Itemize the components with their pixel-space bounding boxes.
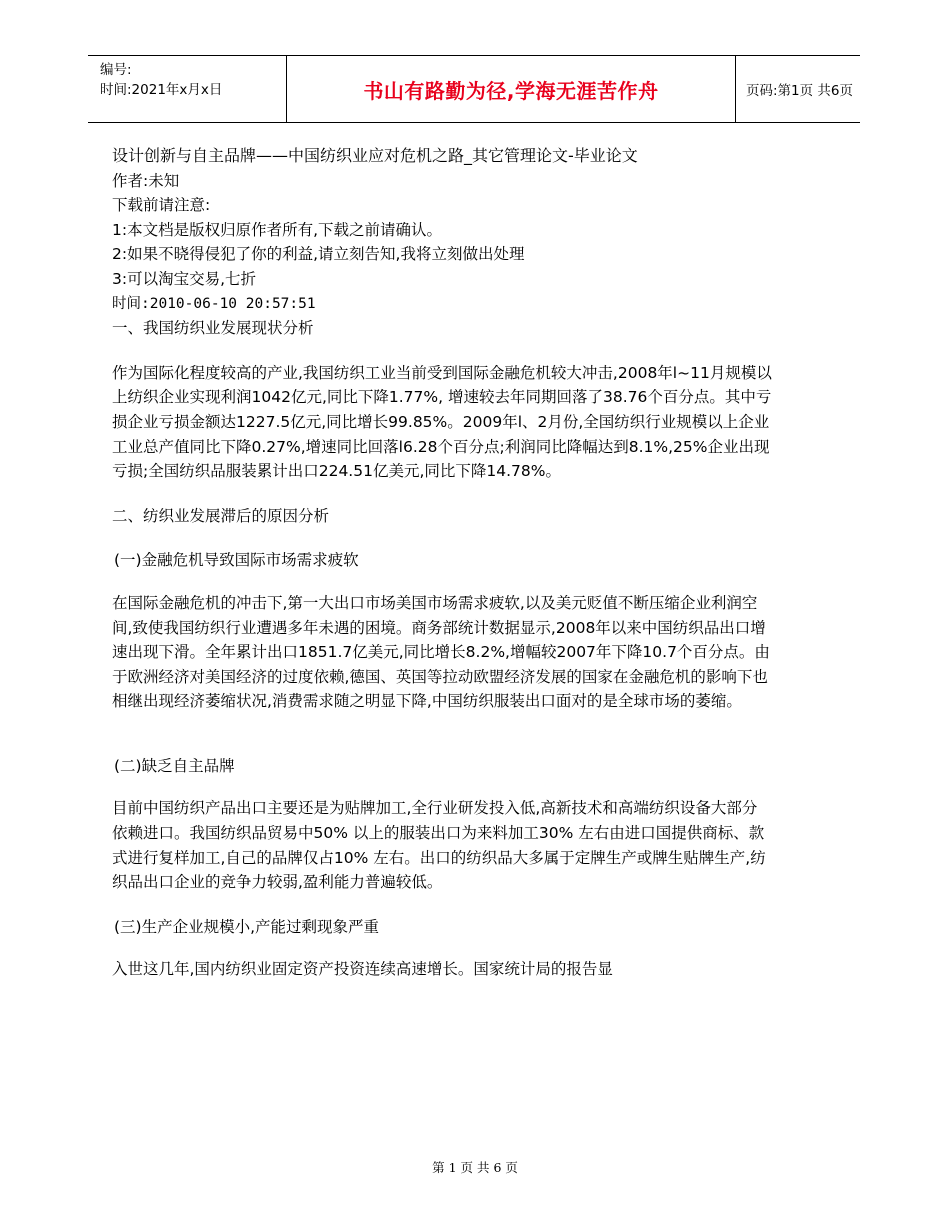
notice-item: 3:可以淘宝交易,七折 bbox=[112, 269, 257, 288]
document-body bbox=[112, 144, 772, 982]
paragraph: 入世这几年,国内纺织业固定资产投资连续高速增长。国家统计局的报告显 bbox=[112, 960, 613, 979]
header-slogan: 书山有路勤为径,学海无涯苦作舟 bbox=[286, 56, 736, 122]
document-number-label: 编号: bbox=[100, 62, 132, 78]
document-title: 设计创新与自主品牌——中国纺织业应对危机之路_其它管理论文-毕业论文 bbox=[112, 146, 638, 165]
header-page-label: 页码:第1页 共6页 bbox=[746, 83, 854, 99]
document-time-label: 时间:2021年x月x日 bbox=[100, 82, 223, 98]
section-heading: 一、我国纺织业发展现状分析 bbox=[112, 319, 314, 338]
paragraph: 在国际金融危机的冲击下,第一大出口市场美国市场需求疲软,以及美元贬值不断压缩企业利润空间,致使我国纺织行业遭遇多年未遇的困境。商务部统计数据显示,2008年以来中国纺织品出口增速出现下滑。全年累计出口1851.7亿美元,同比增长8.2%,增幅较2007年下降10.7个百分点。由于欧洲经济对美国经济的过度依赖,德国、英国等拉动欧盟经济发展的国家在金融危机的影响下也相继出现经济萎缩状况,消费需求随之明显下降,中国纺织服装出口面对的是全球市场的萎缩。 bbox=[112, 593, 770, 711]
section-heading: 二、纺织业发展滞后的原因分析 bbox=[112, 506, 330, 525]
paragraph: 作为国际化程度较高的产业,我国纺织工业当前受到国际金融危机较大冲击,2008年l~11月规模以上纺织企业实现利润1042亿元,同比下降1.77%, 增速较去年同期回落了38.76个百分点。其中亏损企业亏损金额达1227.5亿元,同比增长99.85%。2009年l、2月份,全国纺织行业规模以上企业工业总产值同比下降0.27%,增速同比回落l6.28个百分点;利润同比降幅达到8.1%,25%企业出现亏损;全国纺织品服装累计出口224.51亿美元,同比下降14.78%。 bbox=[112, 363, 772, 481]
subsection-heading: (二)缺乏自主品牌 bbox=[114, 756, 235, 775]
notice-item: 2:如果不晓得侵犯了你的利益,请立刻告知,我将立刻做出处理 bbox=[112, 245, 525, 264]
notice-heading: 下载前请注意: bbox=[112, 196, 211, 215]
header-info bbox=[88, 56, 286, 122]
notice-item: 1:本文档是版权归原作者所有,下载之前请确认。 bbox=[112, 220, 443, 239]
page-header bbox=[88, 55, 860, 123]
document-author: 作者:未知 bbox=[112, 171, 180, 190]
page-footer: 第 1 页 共 6 页 bbox=[432, 1160, 518, 1175]
subsection-heading: (一)金融危机导致国际市场需求疲软 bbox=[114, 551, 359, 570]
subsection-heading: (三)生产企业规模小,产能过剩现象严重 bbox=[114, 917, 380, 936]
paragraph: 目前中国纺织产品出口主要还是为贴牌加工,全行业研发投入低,高新技术和高端纺织设备大部分依赖进口。我国纺织品贸易中50% 以上的服装出口为来料加工30% 左右由进口国提供商标、款式进行复样加工,自己的品牌仅占10% 左右。出口的纺织品大多属于定牌生产或牌生贴牌生产,纺织品出口企业的竞争力较弱,盈利能力普遍较低。 bbox=[112, 799, 766, 892]
document-time: 时间:2010-06-10 20:57:51 bbox=[112, 295, 316, 312]
